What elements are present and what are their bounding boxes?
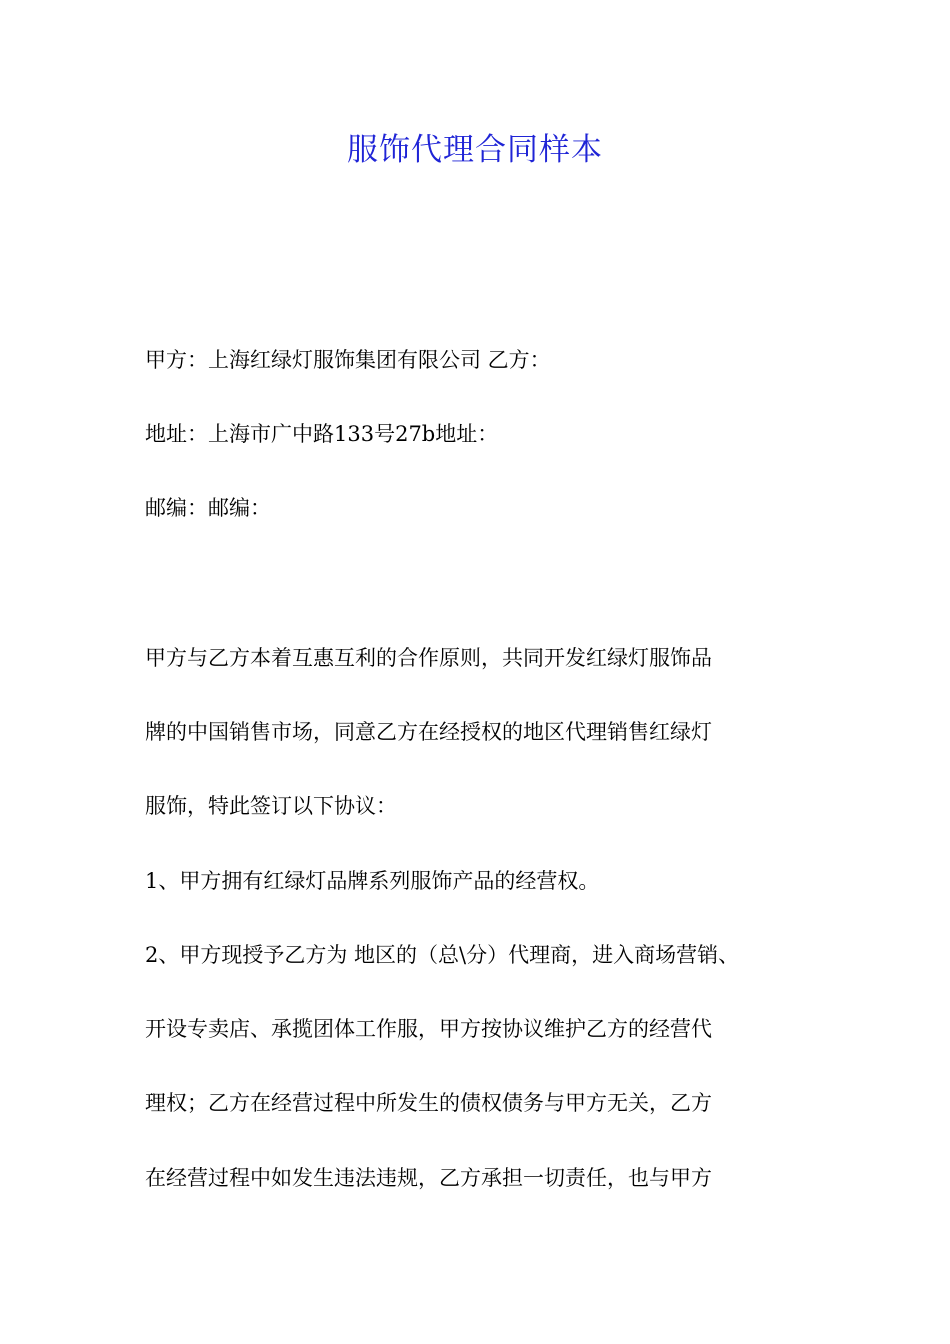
body-line: 理权；乙方在经营过程中所发生的债权债务与甲方无关，乙方 — [145, 1091, 712, 1115]
clause-1-line: 1、甲方拥有红绿灯品牌系列服饰产品的经营权。 — [145, 869, 600, 893]
party-line: 甲方：上海红绿灯服饰集团有限公司 乙方： — [145, 348, 551, 372]
body-line: 在经营过程中如发生违法违规，乙方承担一切责任，也与甲方 — [145, 1166, 712, 1190]
body-line: 开设专卖店、承揽团体工作服，甲方按协议维护乙方的经营代 — [145, 1017, 712, 1041]
postcode-line: 邮编：邮编： — [145, 496, 271, 520]
document-title: 服饰代理合同样本 — [347, 132, 603, 168]
clause-2-line: 2、甲方现授予乙方为 地区的（总\分）代理商，进入商场营销、 — [145, 943, 740, 967]
body-line: 服饰，特此签订以下协议： — [145, 794, 397, 818]
address-line: 地址：上海市广中路133号27b地址： — [145, 422, 499, 446]
body-line: 甲方与乙方本着互惠互利的合作原则，共同开发红绿灯服饰品 — [145, 646, 712, 670]
body-line: 牌的中国销售市场，同意乙方在经授权的地区代理销售红绿灯 — [145, 720, 712, 744]
